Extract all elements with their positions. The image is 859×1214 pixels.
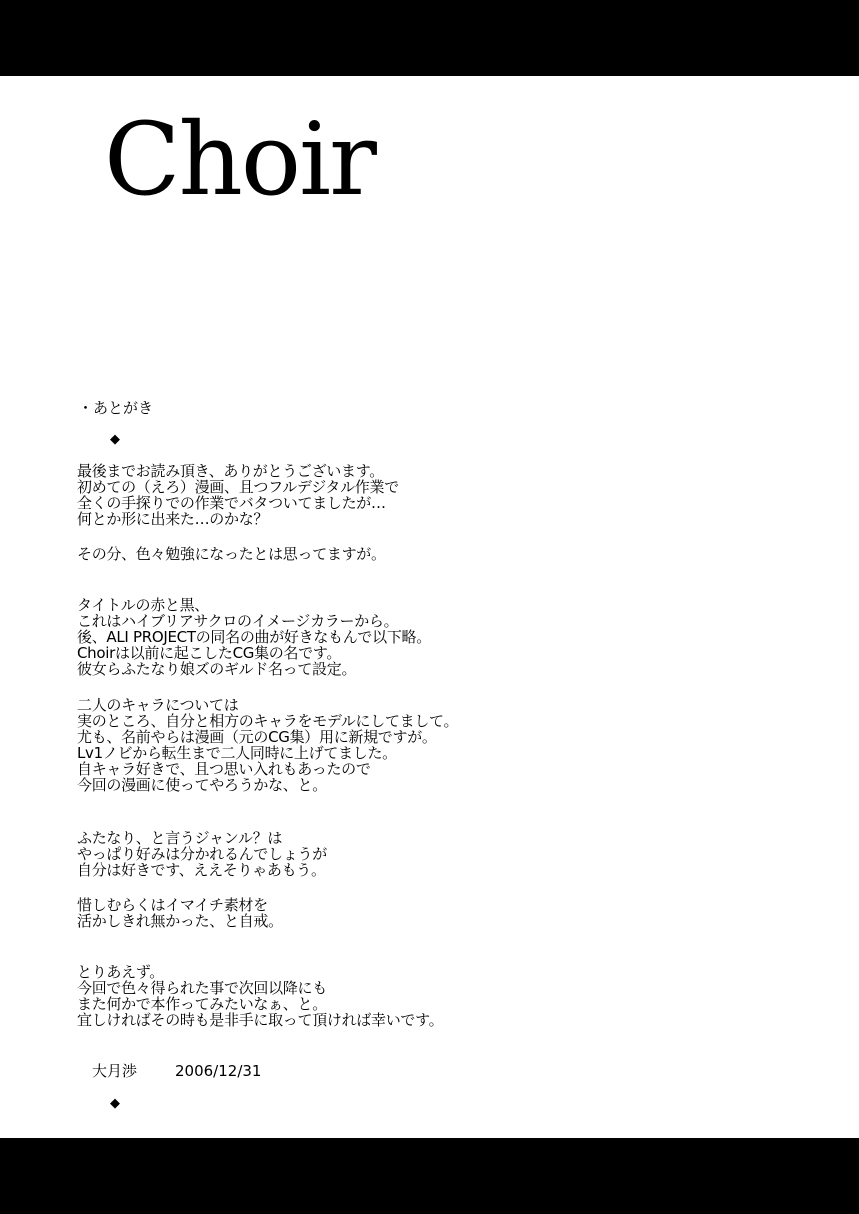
text-line: 今回の漫画に使ってやろうかな、と。: [77, 776, 327, 794]
paragraph-2: [77, 546, 386, 562]
diamond-icon: ◆: [110, 1096, 120, 1111]
top-black-bar: [0, 0, 859, 76]
afterword-heading: ・あとがき: [78, 399, 154, 417]
paragraph-5: [77, 830, 327, 878]
text-line: Choirは以前に起こしたCG集の名です。: [77, 644, 342, 662]
text-line: 後、ALI PROJECTの同名の曲が好きなもんで以下略。: [77, 628, 431, 646]
text-line: とりあえず。: [77, 963, 165, 981]
text-line: 彼女らふたなり娘ズのギルド名って設定。: [77, 660, 357, 678]
text-line: その分、色々勉強になったとは思ってますが。: [77, 545, 386, 563]
text-line: これはハイブリアサクロのイメージカラーから。: [77, 612, 399, 630]
text-line: 自キャラ好きで、且つ思い入れもあったので: [77, 760, 371, 778]
signature-date: 2006/12/31: [175, 1062, 262, 1080]
text-line: 全くの手探りでの作業でバタついてましたが…: [77, 494, 386, 512]
text-line: 実のところ、自分と相方のキャラをモデルにしてまして。: [77, 712, 459, 730]
text-line: Lv1ノビから転生まで二人同時に上げてました。: [77, 744, 397, 762]
bottom-black-bar: [0, 1138, 859, 1214]
text-line: 惜しむらくはイマイチ素材を: [77, 896, 268, 914]
text-line: 今回で色々得られた事で次回以降にも: [77, 979, 327, 997]
text-line: ふたなり、と言うジャンル？は: [77, 829, 283, 847]
paragraph-7: [77, 964, 443, 1028]
author-name: 大月渉: [92, 1062, 138, 1080]
text-line: また何かで本作ってみたいなぁ、と。: [77, 995, 327, 1013]
text-line: 二人のキャラについては: [77, 696, 239, 714]
paragraph-3: [77, 597, 431, 677]
paragraph-4: [77, 697, 458, 793]
paragraph-6: [77, 897, 283, 929]
text-line: 宜しければその時も是非手に取って頂ければ幸いです。: [77, 1011, 444, 1029]
text-line: タイトルの赤と黒、: [77, 596, 210, 614]
text-line: 何とか形に出来た…のかな？: [77, 510, 269, 528]
text-line: 活かしきれ無かった、と自戒。: [77, 912, 283, 930]
text-line: 尤も、名前やらは漫画（元のCG集）用に新規ですが。: [77, 728, 437, 746]
page-title: Choir: [104, 101, 375, 218]
diamond-icon: ◆: [110, 432, 120, 447]
text-line: 自分は好きです、ええそりゃあもう。: [77, 861, 326, 879]
paragraph-1: [77, 463, 399, 527]
text-line: やっぱり好みは分かれるんでしょうが: [77, 845, 327, 863]
text-line: 初めての（えろ）漫画、且つフルデジタル作業で: [77, 478, 399, 496]
text-line: 最後までお読み頂き、ありがとうございます。: [77, 462, 384, 480]
